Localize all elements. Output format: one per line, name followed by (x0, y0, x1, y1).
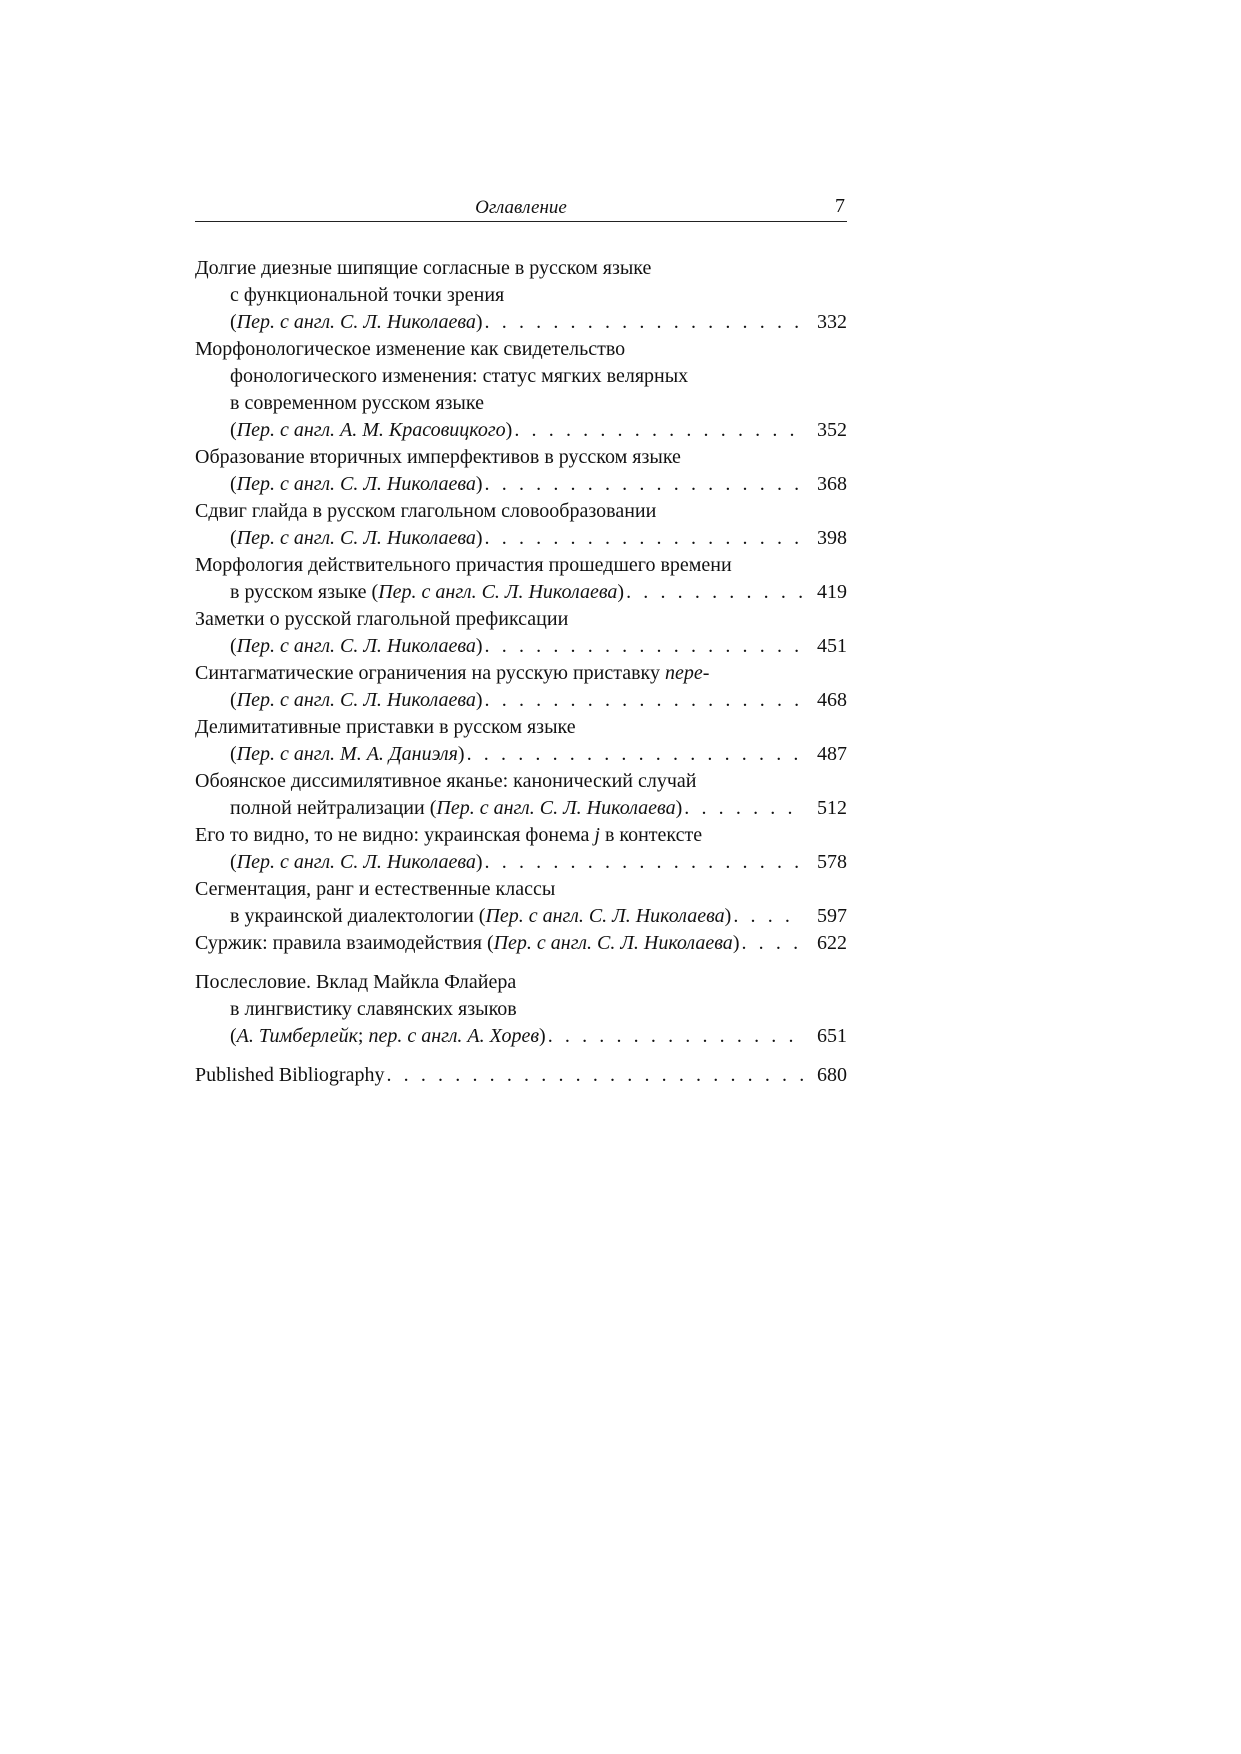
toc-italic-text: Пер. с англ. А. М. Красовицкого (236, 419, 506, 441)
dot-leader (384, 1062, 803, 1089)
toc-entry (195, 1062, 847, 1089)
toc-page-number: 597 (817, 905, 847, 927)
toc-title-line: Образование вторичных имперфективов в русском языке (195, 446, 681, 468)
toc-text: ) (475, 851, 483, 873)
toc-page-line (195, 1062, 847, 1089)
toc-italic-text: j (594, 824, 600, 846)
toc-title-line: Морфонологическое изменение как свидетельство (195, 338, 626, 360)
toc-text: ) (675, 797, 683, 819)
toc-title-line: с функциональной точки зрения (230, 284, 505, 306)
toc-line-text (230, 309, 483, 336)
running-head-title: Оглавление (475, 197, 567, 218)
toc-page-line (195, 903, 847, 930)
toc-italic-text: Пер. с англ. С. Л. Николаева (236, 527, 476, 549)
toc-italic-text: Пер. с англ. М. А. Даниэля (236, 743, 458, 765)
toc-line-text (195, 930, 739, 957)
toc-title-line: Сдвиг глайда в русском глагольном словообразовании (195, 500, 657, 522)
toc-text: Его то видно, то не видно: украинская фонема (195, 824, 595, 846)
toc-text: в украинской диалектологии ( (230, 905, 486, 927)
toc-page-number: 468 (817, 689, 847, 711)
toc-italic-text: Пер. с англ. С. Л. Николаева (236, 311, 476, 333)
toc-text: ) (539, 1025, 546, 1047)
dot-leader (546, 1023, 803, 1050)
toc-text: ( (230, 689, 237, 711)
toc-title-line (195, 822, 847, 849)
toc-text: ) (617, 581, 625, 603)
toc-line-text (230, 579, 624, 606)
toc-text: ( (230, 851, 237, 873)
toc-page-line (195, 1023, 847, 1050)
toc-italic-text: Пер. с англ. С. Л. Николаева (493, 932, 733, 954)
toc-page-line (195, 849, 847, 876)
toc-line-text (230, 471, 483, 498)
toc-text: Суржик: правила взаимодействия ( (195, 932, 494, 954)
toc-title-line (195, 660, 847, 687)
toc-page-line (195, 417, 847, 444)
toc-page-line (195, 930, 847, 957)
toc-title-line: Послесловие. Вклад Майкла Флайера (195, 971, 517, 993)
book-page (195, 195, 847, 1089)
toc-entry (195, 606, 847, 660)
toc-italic-text: пер. с англ. А. Хорев (368, 1025, 540, 1047)
toc-italic-text: Пер. с англ. С. Л. Николаева (236, 689, 476, 711)
toc-italic-text: Пер. с англ. С. Л. Николаева (236, 635, 476, 657)
toc-entry (195, 444, 847, 498)
toc-entry (195, 714, 847, 768)
toc-line-text (230, 687, 483, 714)
toc-entry (195, 822, 847, 876)
toc-italic-text: Пер. с англ. С. Л. Николаева (485, 905, 725, 927)
toc-line-text (230, 525, 483, 552)
toc-title-line: в лингвистику славянских языков (230, 998, 517, 1020)
toc-text: ( (230, 1025, 237, 1047)
toc-entry (195, 930, 847, 957)
toc-page-number: 352 (817, 419, 847, 441)
toc-page-number: 332 (817, 311, 847, 333)
toc-text: ( (230, 473, 237, 495)
toc-text: ) (475, 473, 483, 495)
toc-entry (195, 255, 847, 336)
toc-italic-text: пере- (664, 662, 710, 684)
toc-entry (195, 969, 847, 1050)
dot-leader (465, 741, 803, 768)
dot-leader (624, 579, 803, 606)
toc-text: Published Bibliography (195, 1064, 385, 1086)
dot-leader (512, 417, 803, 444)
toc-italic-text: Пер. с англ. С. Л. Николаева (436, 797, 676, 819)
dot-leader (483, 309, 803, 336)
toc-page-number: 622 (817, 932, 847, 954)
toc-page-number: 487 (817, 743, 847, 765)
toc-line-text (195, 1062, 384, 1089)
toc-title-line: Делимитативные приставки в русском языке (195, 716, 576, 738)
toc-italic-text: Пер. с англ. С. Л. Николаева (236, 473, 476, 495)
toc-text: ) (475, 689, 483, 711)
toc-line-text (230, 741, 465, 768)
table-of-contents (195, 255, 847, 1089)
toc-title-line: Заметки о русской глагольной префиксации (195, 608, 569, 630)
toc-entry (195, 336, 847, 444)
toc-page-number: 398 (817, 527, 847, 549)
toc-page-number: 419 (817, 581, 847, 603)
page-number: 7 (835, 195, 845, 217)
dot-leader (483, 471, 803, 498)
toc-page-line (195, 579, 847, 606)
toc-entry (195, 660, 847, 714)
running-head (195, 195, 847, 222)
toc-text: ( (230, 743, 237, 765)
toc-italic-text: Пер. с англ. С. Л. Николаева (236, 851, 476, 873)
toc-text: полной нейтрализации ( (230, 797, 437, 819)
toc-page-number: 512 (817, 797, 847, 819)
toc-title-line: Обоянское диссимилятивное яканье: канонический случай (195, 770, 697, 792)
toc-page-number: 680 (817, 1064, 847, 1086)
toc-title-line: Морфология действительного причастия прошедшего времени (195, 554, 732, 576)
dot-leader (682, 795, 803, 822)
toc-text: ( (230, 635, 237, 657)
toc-text: ) (475, 311, 483, 333)
toc-text: ) (475, 527, 483, 549)
toc-title-line: Сегментация, ранг и естественные классы (195, 878, 556, 900)
toc-text: в русском языке ( (230, 581, 379, 603)
toc-page-line (195, 633, 847, 660)
toc-entry (195, 498, 847, 552)
dot-leader (483, 633, 803, 660)
toc-title-line: Долгие диезные шипящие согласные в русском языке (195, 257, 652, 279)
toc-text: Синтагматические ограничения на русскую приставку (195, 662, 665, 684)
toc-text: ) (724, 905, 732, 927)
toc-entry (195, 552, 847, 606)
toc-entry (195, 768, 847, 822)
dot-leader (483, 687, 803, 714)
toc-line-text (230, 1023, 546, 1050)
toc-page-line (195, 525, 847, 552)
toc-text: ; (357, 1025, 369, 1047)
toc-page-number: 651 (817, 1025, 847, 1047)
toc-text: ) (475, 635, 483, 657)
dot-leader (731, 903, 803, 930)
toc-title-line: в современном русском языке (230, 392, 484, 414)
toc-page-line (195, 309, 847, 336)
toc-text: ( (230, 527, 237, 549)
toc-text: в контексте (599, 824, 703, 846)
toc-page-line (195, 741, 847, 768)
toc-text: ( (230, 311, 237, 333)
toc-page-number: 451 (817, 635, 847, 657)
toc-page-line (195, 471, 847, 498)
toc-text: ( (230, 419, 237, 441)
dot-leader (483, 849, 803, 876)
toc-page-line (195, 795, 847, 822)
toc-line-text (230, 795, 682, 822)
toc-text: ) (732, 932, 740, 954)
toc-page-number: 368 (817, 473, 847, 495)
toc-line-text (230, 849, 483, 876)
toc-line-text (230, 633, 483, 660)
toc-line-text (230, 903, 731, 930)
toc-text: ) (457, 743, 465, 765)
dot-leader (483, 525, 803, 552)
toc-title-line: фонологического изменения: статус мягких велярных (230, 365, 689, 387)
toc-page-line (195, 687, 847, 714)
toc-italic-text: Пер. с англ. С. Л. Николаева (378, 581, 618, 603)
dot-leader (739, 930, 803, 957)
toc-entry (195, 876, 847, 930)
toc-line-text (230, 417, 512, 444)
toc-italic-text: А. Тимберлейк (236, 1025, 358, 1047)
toc-page-number: 578 (817, 851, 847, 873)
toc-text: ) (505, 419, 513, 441)
